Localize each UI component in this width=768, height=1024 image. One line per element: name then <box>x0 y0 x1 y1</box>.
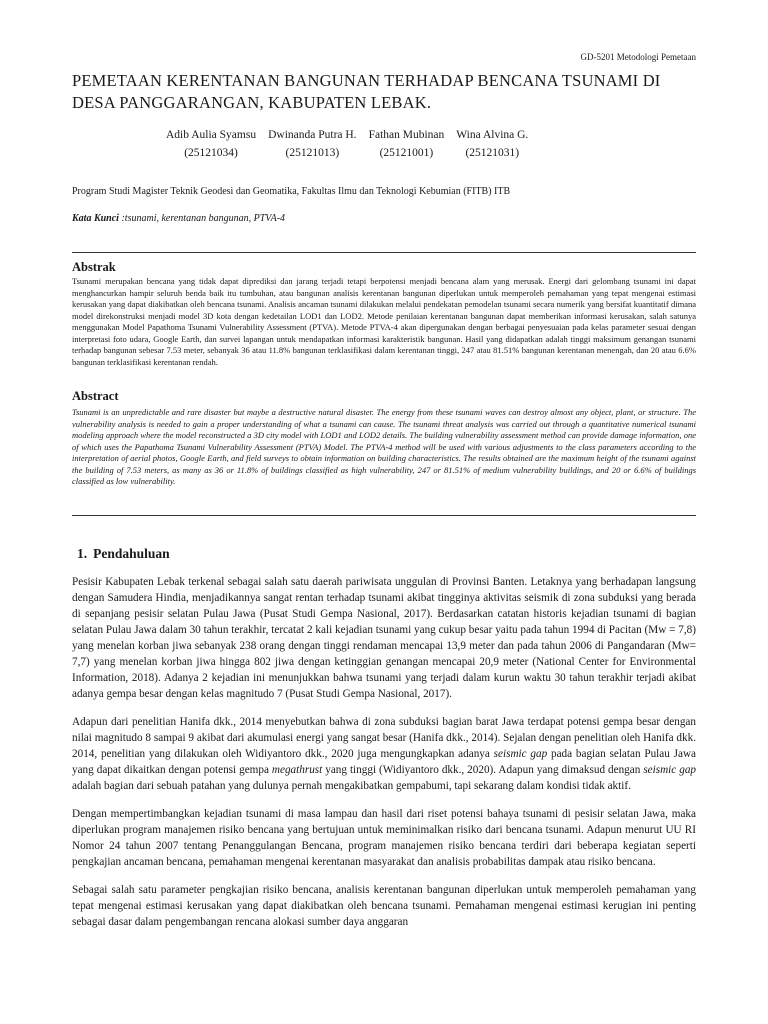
author-list <box>160 126 620 162</box>
author <box>262 126 362 162</box>
abstrak-heading: Abstrak <box>72 260 116 274</box>
abstrak-text: Tsunami merupakan bencana yang tidak dapat diprediksi dan jarang terjadi tetapi berpotensi menjadi bencana alam yang merusak. Energi dari gelombang tsunami ini dapat menghancurkan hampir seluruh benda baik itu tumbuhan, atau bangunan analisis kerentanan bangunan diperlukan untuk memperoleh pemahaman yang tepat mengenai estimasi kerusakan yang dapat diakibatkan oleh bencana tsunami. Analisis ancaman tsunami dilakukan melalui pendekatan pemodelan tsunami secara numerik yang bersifat kuantitatif dimana model direkonstruksi menjadi model 3D kota dengan kedetailan LOD1 dan LOD2. Metode penilaian kerentanan bangunan dapat memberikan informasi kerusakan, salah satunya menggunakan Model Papathoma Tsunami Vulnerability Assessment (PTVA). Metode PTVA-4 akan dipergunakan dengan berbagai penyesuaian pada kelas parameter sesuai dengan interpretasi foto udara, Google Earth, dan survei lapangan untuk mendapatkan informasi karakteristik bangunan. Hasil yang didapatkan adalah tinggi maksimum genangan tsunami terhadap bangunan sebesar 7.53 meter, sebanyak 36 atau 11.8% bangunan terklasifikasi dalam kerentanan tinggi, 247 atau 81.51% bangunan kerentanan menengah, dan 20 atau 6.6% bangunan terklasifikasi kerentanan rendah. <box>72 276 696 367</box>
text-run: pada bagian selatan Pulau Jawa yang dapat dikaitkan dengan potensi gempa <box>72 748 697 776</box>
author-name: Wina Alvina G. <box>456 129 529 141</box>
italic-term: seismic gap <box>493 748 548 760</box>
running-head: GD-5201 Metodologi Pemetaan <box>580 52 696 62</box>
author-name: Fathan Mubinan <box>368 129 445 141</box>
section-body <box>72 574 696 942</box>
author-id: (25121001) <box>379 147 434 159</box>
section-title: Pendahuluan <box>93 546 170 561</box>
author <box>160 126 262 162</box>
author-name: Adib Aulia Syamsu <box>166 129 257 141</box>
italic-term: seismic gap <box>643 764 697 776</box>
author <box>450 126 534 162</box>
keywords <box>72 213 285 224</box>
divider <box>72 515 696 516</box>
abstract-text: Tsunami is an unpredictable and rare disaster but maybe a destructive natural disaster. The energy from these tsunami waves can destroy almost any object, plant, or structure. The vulnerability analysis is needed to gain a proper understanding of what a tsunami can cause. The tsunami threat analysis was carried out through a quantitative numerical tsunami modeling approach where the model reconstructed a 3D city model with LOD1 and LOD2 details. The building vulnerability assessment method can provide damage information, one of which uses the Papathoma Tsunami Vulnerability Assessment (PTVA) Model. The PTVA-4 method will be used with various adjustments to the class parameters according to the interpretation of aerial photos, Google Earth, and field surveys to obtain information on building characteristics. The results obtained are the maximum height of the tsunami against the building of 7.53 meters, as many as 36 or 11.8% of buildings classified as high vulnerability, 247 or 81.51% of medium vulnerability buildings, and 20 or 6.6% of buildings classified as low vulnerability. <box>72 407 696 486</box>
paragraph: Dengan mempertimbangkan kejadian tsunami di masa lampau dan hasil dari riset potensi bahaya tsunami di pesisir selatan Jawa, maka diperlukan program manajemen risiko bencana yang bertujuan untuk meminimalkan risiko dari bencana tsunami. Adapun menurut UU RI Nomor 24 tahun 2007 tentang Penanggulangan Bencana, program manajemen risiko bencana terdiri dari beberapa kegiatan seperti pengkajian ancaman bencana, pemahaman mengenai kerentanan masyarakat dan analisis probabilitas dampak atau risiko bencana. <box>72 808 696 868</box>
author-id: (25121031) <box>465 147 520 159</box>
paper-title: PEMETAAN KERENTANAN BANGUNAN TERHADAP BENCANA TSUNAMI DI DESA PANGGARANGAN, KABUPATEN LEBAK. <box>72 71 661 112</box>
section-heading <box>77 546 170 562</box>
paragraph <box>72 714 696 794</box>
author <box>363 126 451 162</box>
divider <box>72 252 696 253</box>
affiliation: Program Studi Magister Teknik Geodesi dan Geomatika, Fakultas Ilmu dan Teknologi Kebumian (FITB) ITB <box>72 186 511 197</box>
keywords-text: :tsunami, kerentanan bangunan, PTVA-4 <box>118 213 286 224</box>
section-number: 1. <box>77 546 88 561</box>
text-run: yang tinggi (Widiyantoro dkk., 2020). Adapun yang dimaksud dengan <box>322 764 644 776</box>
author-id: (25121034) <box>184 147 238 159</box>
paragraph: Pesisir Kabupaten Lebak terkenal sebagai salah satu daerah pariwisata unggulan di Provinsi Banten. Letaknya yang berhadapan langsung dengan Samudera Hindia, menjadikannya sangat rentan terhadap tsunami akibat tingginya aktivitas seismik di zona subduksi yang berada di sepanjang pesisir selatan Pulau Jawa (Pusat Studi Gempa Nasional, 2017). Berdasarkan catatan historis kejadian tsunami di bagian selatan Pulau Jawa dalam 30 tahun terakhir, tercatat 2 kali kejadian tsunami yang cukup besar yaitu pada tahun 1994 di Pacitan (Mw = 7,8) yang menelan korban jiwa sebanyak 238 orang dengan tinggi rendaman mencapai 13,9 meter dan pada tahun 2006 di Pangandaran (Mw= 7,7) yang menelan korban jiwa hingga 802 jiwa dengan ketinggian genangan mencapai 20,9 meter (National Center for Environmental Information, 2018). Adanya 2 kejadian ini menunjukkan bahwa tsunami yang terjadi dalam kurun waktu 30 tahun terakhir terjadi akibat adanya gempa besar dengan kelas magnitudo 7 (Pusat Studi Gempa Nasional, 2017). <box>72 576 696 700</box>
text-run: Adapun dari penelitian Hanifa dkk., 2014 menyebutkan bahwa di zona subduksi bagian barat Jawa terdapat potensi gempa besar dengan nilai magnitudo 8 sampai 9 akibat dari akumulasi energi yang sangat besar (Hanifa dkk., 2014). Sejalan dengan penelitian oleh Hanifa dkk. 2014, penelitian yang dilakukan oleh Widiyantoro dkk., 2020 juga mengungkapkan adanya <box>72 716 696 760</box>
text-run: adalah bagian dari sebuah patahan yang dulunya pernah mengakibatkan gempabumi, tapi sekarang dalam kondisi tidak aktif. <box>72 780 631 792</box>
paragraph: Sebagai salah satu parameter pengkajian risiko bencana, analisis kerentanan bangunan diperlukan untuk memperoleh pemahaman yang tepat mengenai estimasi kerusakan yang dapat diakibatkan oleh bencana tsunami. Pemahaman mengenai estimasi kerugian ini penting sebagai dasar dalam pengembangan rencana alokasi sumber daya anggaran <box>72 884 696 928</box>
keywords-label: Kata Kunci <box>72 213 119 224</box>
italic-term: megathrust <box>271 764 323 776</box>
author-name: Dwinanda Putra H. <box>268 129 357 141</box>
abstract-heading: Abstract <box>72 389 119 403</box>
author-id: (25121013) <box>285 147 340 159</box>
